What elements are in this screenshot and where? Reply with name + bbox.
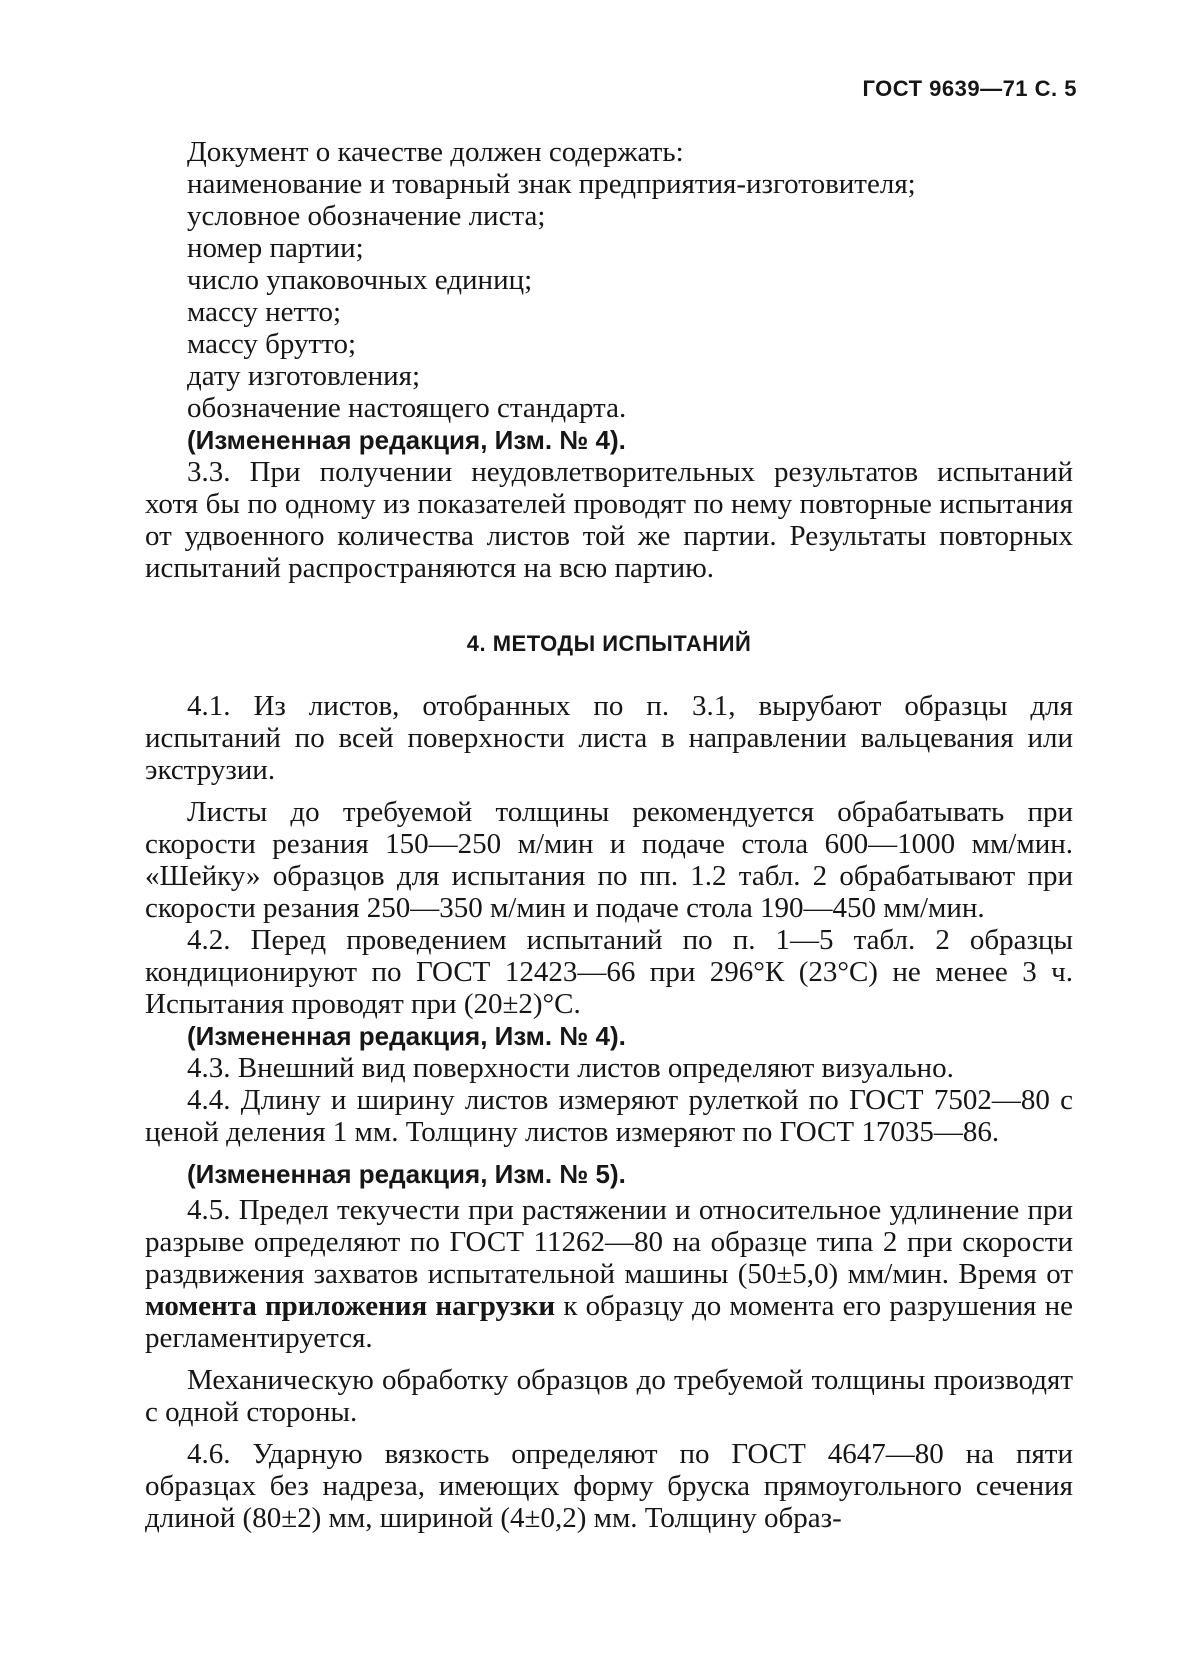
paragraph-4-5-text-end: к образцу до момента его разрушения не регламентируется.: [145, 1290, 1073, 1354]
list-item: массу брутто;: [187, 328, 357, 360]
page-header: ГОСТ 9639—71 С. 5: [862, 76, 1077, 101]
paragraph-4-6: 4.6. Ударную вязкость определяют по ГОСТ 4647—80 на пяти образцах без надреза, имеющих форму бруска прямоугольного сечения длиной (80±2) мм, шириной (4±0,2) мм. Толщину образ-: [145, 1438, 1073, 1534]
list-item: число упаковочных единиц;: [187, 264, 533, 296]
document-body: [145, 136, 1073, 1534]
paragraph-4-5-machining: Механическую обработку образцов до требуемой толщины производят с одной стороны.: [145, 1364, 1073, 1428]
list-item: номер партии;: [187, 232, 364, 264]
amendment-note: (Измененная редакция, Изм. № 4).: [187, 425, 626, 455]
quality-doc-intro: Документ о качестве должен содержать:: [187, 136, 684, 168]
paragraph-4-3: 4.3. Внешний вид поверхности листов определяют визуально.: [187, 1052, 954, 1084]
amendment-note: (Измененная редакция, Изм. № 5).: [187, 1159, 626, 1189]
list-item: обозначение настоящего стандарта.: [187, 392, 627, 424]
paragraph-4-2: 4.2. Перед проведением испытаний по п. 1—5 табл. 2 образцы кондиционируют по ГОСТ 12423—66 при 296°К (23°С) не менее 3 ч. Испытания проводят при (20±2)°С.: [145, 924, 1073, 1020]
section-title: 4. МЕТОДЫ ИСПЫТАНИЙ: [466, 631, 752, 656]
list-item: условное обозначение листа;: [187, 200, 546, 232]
paragraph-4-1-machining: Листы до требуемой толщины рекомендуется обрабатывать при скорости резания 150—250 м/мин и подаче стола 600—1000 мм/мин. «Шейку» образцов для испытания по пп. 1.2 табл. 2 обрабатывают при скорости резания 250—350 м/мин и подаче стола 190—450 мм/мин.: [145, 796, 1073, 924]
paragraph-4-5: [145, 1194, 1073, 1354]
paragraph-4-5-emphasis: момента приложения нагрузки: [145, 1290, 556, 1322]
quality-doc-items-list: [145, 168, 1073, 424]
list-item: дату изготовления;: [187, 360, 421, 392]
paragraph-4-4: 4.4. Длину и ширину листов измеряют рулеткой по ГОСТ 7502—80 с ценой деления 1 мм. Толщину листов измеряют по ГОСТ 17035—86.: [145, 1084, 1073, 1148]
paragraph-4-5-text: 4.5. Предел текучести при растяжении и относительное удлинение при разрыве определяют по ГОСТ 11262—80 на образце типа 2 при скорости раздвижения захватов испытательной машины (50±5,0) мм/мин. Время от: [145, 1194, 1073, 1290]
list-item: массу нетто;: [187, 296, 342, 328]
amendment-note: (Измененная редакция, Изм. № 4).: [187, 1021, 626, 1051]
list-item: наименование и товарный знак предприятия-изготовителя;: [187, 168, 916, 200]
paragraph-3-3: 3.3. При получении неудовлетворительных результатов испытаний хотя бы по одному из показателей проводят по нему повторные испытания от удвоенного количества листов той же партии. Результаты повторных испытаний распространяются на всю партию.: [145, 456, 1073, 584]
paragraph-4-1: 4.1. Из листов, отобранных по п. 3.1, вырубают образцы для испытаний по всей поверхности листа в направлении вальцевания или экструзии.: [145, 690, 1073, 786]
